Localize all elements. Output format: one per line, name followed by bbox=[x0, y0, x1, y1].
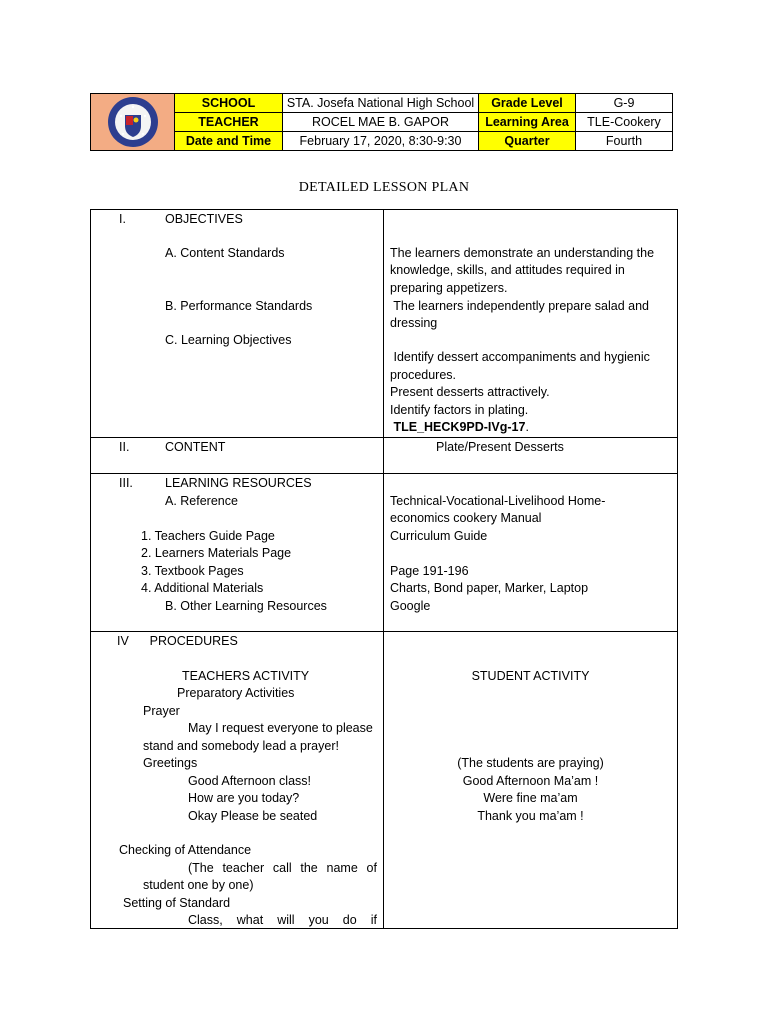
greetings-label: Greetings bbox=[143, 756, 198, 770]
content-standards-label: A. Content Standards bbox=[165, 246, 285, 260]
content-heading: CONTENT bbox=[165, 440, 226, 454]
resource-item: 2. Learners Materials Page bbox=[141, 546, 292, 560]
date-label: Date and Time bbox=[175, 132, 283, 151]
prayer-text: May I request everyone to please bbox=[188, 721, 373, 735]
prayer-label: Prayer bbox=[143, 704, 180, 718]
procedures-left-cell bbox=[91, 632, 384, 929]
standard-label: Setting of Standard bbox=[123, 896, 231, 910]
greeting-line: How are you today? bbox=[188, 791, 300, 805]
performance-standards-label: B. Performance Standards bbox=[165, 299, 313, 313]
reference-value: Technical-Vocational-Livelihood Home- bbox=[390, 494, 606, 508]
learning-obj-line: procedures. bbox=[390, 368, 457, 382]
competency-code-suffix: . bbox=[525, 420, 529, 434]
greeting-line: Good Afternoon class! bbox=[188, 774, 311, 788]
date-value: February 17, 2020, 8:30-9:30 bbox=[283, 132, 479, 151]
resource-item: 3. Textbook Pages bbox=[141, 564, 244, 578]
grade-value: G-9 bbox=[576, 94, 673, 113]
student-response: Thank you ma’am ! bbox=[477, 809, 584, 823]
resource-item: 4. Additional Materials bbox=[141, 581, 264, 595]
objectives-num: I. bbox=[119, 212, 126, 226]
attendance-label: Checking of Attendance bbox=[119, 843, 252, 857]
attendance-text: student one by one) bbox=[143, 878, 254, 892]
attendance-word: the bbox=[300, 861, 318, 875]
procedures-right-cell bbox=[384, 632, 678, 929]
resources-left-cell bbox=[91, 474, 384, 632]
learning-objectives-label: C. Learning Objectives bbox=[165, 333, 292, 347]
learning-obj-line: Identify factors in plating. bbox=[390, 403, 529, 417]
standard-word: if bbox=[370, 913, 377, 927]
school-label: SCHOOL bbox=[175, 94, 283, 113]
area-value: TLE-Cookery bbox=[576, 113, 673, 132]
attendance-word: call bbox=[272, 861, 292, 875]
performance-std-line: The learners independently prepare salad and bbox=[390, 299, 649, 313]
standard-word: what bbox=[236, 913, 264, 927]
content-std-line: knowledge, skills, and attitudes required in bbox=[390, 263, 625, 277]
other-resources-value: Google bbox=[390, 599, 431, 613]
standard-word: do bbox=[342, 913, 357, 927]
student-response: (The students are praying) bbox=[457, 756, 604, 770]
teacher-value: ROCEL MAE B. GAPOR bbox=[283, 113, 479, 132]
content-std-line: preparing appetizers. bbox=[390, 281, 508, 295]
textbook-pages-value: Page 191-196 bbox=[390, 564, 469, 578]
page-title: DETAILED LESSON PLAN bbox=[298, 180, 470, 195]
procedures-heading: IV PROCEDURES bbox=[117, 634, 238, 648]
student-response: Were fine ma’am bbox=[483, 791, 578, 805]
prayer-text: stand and somebody lead a prayer! bbox=[143, 739, 339, 753]
reference-value: economics cookery Manual bbox=[390, 511, 542, 525]
content-value: Plate/Present Desserts bbox=[436, 440, 564, 454]
lesson-table bbox=[90, 209, 678, 929]
resources-right-cell bbox=[384, 474, 678, 632]
student-response: Good Afternoon Ma’am ! bbox=[462, 774, 599, 788]
content-std-line: The learners demonstrate an understanding the bbox=[390, 246, 655, 260]
quarter-value: Fourth bbox=[576, 132, 673, 151]
other-resources-label: B. Other Learning Resources bbox=[165, 599, 327, 613]
school-value: STA. Josefa National High School bbox=[283, 94, 479, 113]
teachers-activity-heading: TEACHERS ACTIVITY bbox=[182, 669, 310, 683]
student-activity-heading: STUDENT ACTIVITY bbox=[471, 669, 590, 683]
header-table bbox=[90, 93, 673, 151]
teacher-label: TEACHER bbox=[175, 113, 283, 132]
grade-label: Grade Level bbox=[479, 94, 576, 113]
resources-num: III. bbox=[119, 476, 133, 490]
objectives-right-cell bbox=[384, 210, 678, 438]
resources-heading: LEARNING RESOURCES bbox=[165, 476, 312, 490]
learning-obj-line: Present desserts attractively. bbox=[390, 385, 550, 399]
attendance-word: of bbox=[366, 861, 377, 875]
content-num: II. bbox=[119, 440, 130, 454]
content-left-cell bbox=[91, 438, 384, 474]
preparatory-activities: Preparatory Activities bbox=[177, 686, 295, 700]
objectives-heading: OBJECTIVES bbox=[165, 212, 243, 226]
content-right-cell bbox=[384, 438, 678, 474]
additional-materials-value: Charts, Bond paper, Marker, Laptop bbox=[390, 581, 589, 595]
competency-code-text: TLE_HECK9PD-IVg-17 bbox=[390, 420, 526, 434]
reference-value: Curriculum Guide bbox=[390, 529, 488, 543]
attendance-text bbox=[188, 860, 377, 878]
deped-seal-icon bbox=[107, 96, 159, 148]
competency-code bbox=[390, 419, 529, 437]
objectives-left-cell bbox=[91, 210, 384, 438]
greeting-line: Okay Please be seated bbox=[188, 809, 318, 823]
standard-text bbox=[188, 912, 377, 930]
reference-label: A. Reference bbox=[165, 494, 238, 508]
quarter-label: Quarter bbox=[479, 132, 576, 151]
standard-word: will bbox=[277, 913, 295, 927]
performance-std-line: dressing bbox=[390, 316, 438, 330]
logo-cell bbox=[91, 94, 175, 151]
resource-item: 1. Teachers Guide Page bbox=[141, 529, 275, 543]
attendance-word: name bbox=[326, 861, 358, 875]
attendance-word: (The bbox=[188, 861, 214, 875]
standard-word: Class, bbox=[188, 913, 223, 927]
learning-obj-line: Identify dessert accompaniments and hygienic bbox=[390, 350, 650, 364]
attendance-word: teacher bbox=[222, 861, 265, 875]
area-label: Learning Area bbox=[479, 113, 576, 132]
standard-word: you bbox=[308, 913, 329, 927]
